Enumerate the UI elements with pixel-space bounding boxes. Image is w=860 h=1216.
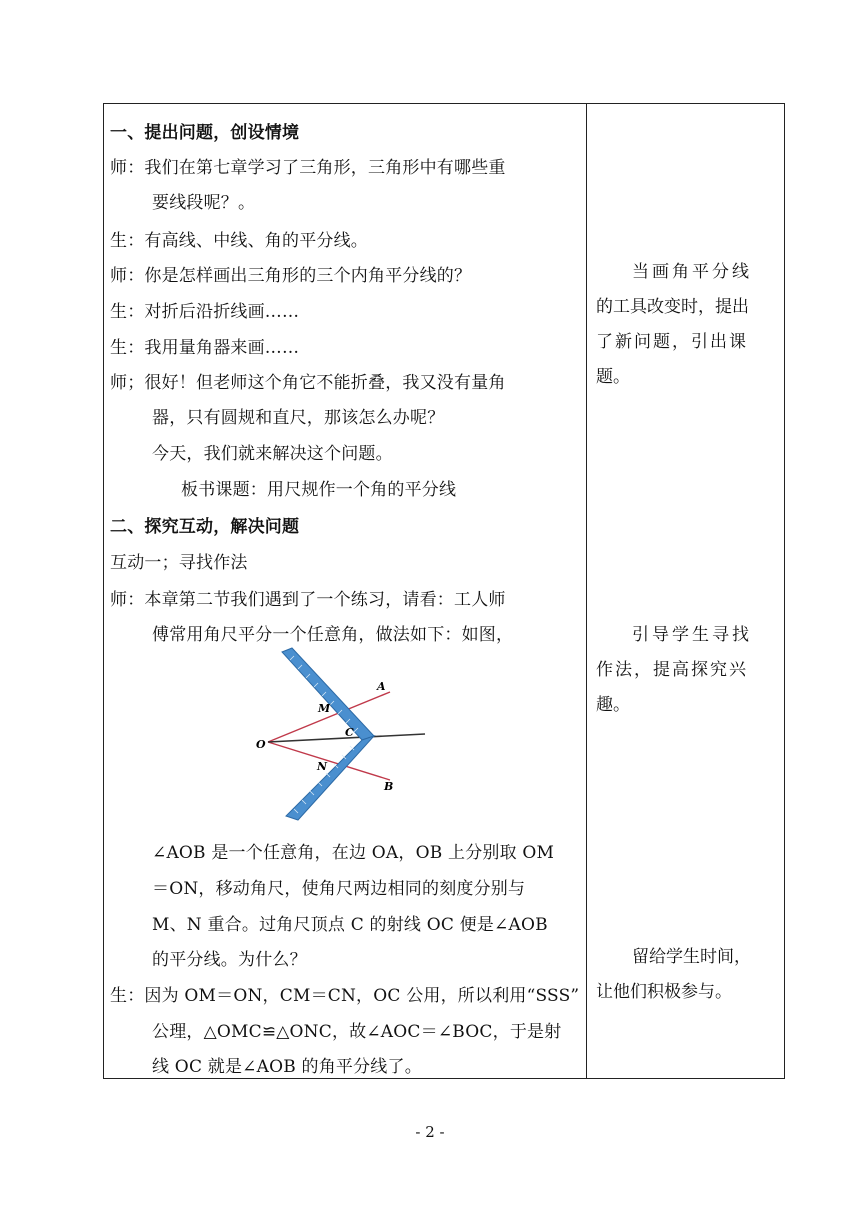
section-title-1: 一、提出问题，创设情境: [110, 123, 300, 143]
note-line: 当画角平分线: [632, 262, 752, 282]
label-a: A: [377, 680, 386, 693]
design-note-3: [596, 940, 776, 1010]
dialogue-line: ∠AOB 是一个任意角，在边 OA，OB 上分别取 OM: [152, 843, 555, 863]
board-title: 板书课题：用尺规作一个角的平分线: [181, 480, 457, 500]
dialogue-line: 师；很好！但老师这个角它不能折叠，我又没有量角: [110, 373, 506, 393]
dialogue-line: 线 OC 就是∠AOB 的角平分线了。: [152, 1057, 422, 1077]
angle-ruler-figure: [250, 644, 440, 826]
dialogue-line: 生：有高线、中线、角的平分线。: [110, 231, 368, 251]
note-line: 了新问题，引出课: [596, 332, 748, 352]
label-n: N: [317, 760, 328, 773]
section-title-2: 二、探究互动，解决问题: [110, 517, 300, 537]
ruler-upper-arm: [282, 648, 374, 740]
dialogue-line: 师：本章第二节我们遇到了一个练习，请看：工人师: [110, 590, 506, 610]
dialogue-line: 的平分线。为什么？: [152, 950, 307, 970]
design-note-1: [596, 255, 776, 395]
dialogue-line: 公理，△OMC≌△ONC，故∠AOC＝∠BOC，于是射: [152, 1022, 562, 1042]
design-note-2: [596, 618, 776, 723]
column-divider: [586, 103, 587, 1079]
note-line: 题。: [596, 367, 630, 387]
label-m: M: [318, 702, 331, 715]
dialogue-line: ＝ON，移动角尺，使角尺两边相同的刻度分别与: [152, 879, 526, 899]
label-b: B: [384, 780, 394, 793]
dialogue-line: 要线段呢？。: [152, 193, 256, 213]
dialogue-line: 师：你是怎样画出三角形的三个内角平分线的？: [110, 266, 472, 286]
note-line: 引导学生寻找: [632, 625, 752, 645]
dialogue-line: M、N 重合。过角尺顶点 C 的射线 OC 便是∠AOB: [152, 915, 548, 935]
page-number: - 2 -: [415, 1123, 445, 1141]
note-line: 的工具改变时，提出: [596, 297, 749, 317]
dialogue-line: 生：我用量角器来画……: [110, 338, 300, 358]
note-line: 留给学生时间，: [632, 947, 751, 967]
label-o: O: [256, 738, 266, 751]
note-line: 让他们积极参与。: [596, 982, 732, 1002]
dialogue-line: 器，只有圆规和直尺，那该怎么办呢？: [152, 408, 445, 428]
dialogue-line: 师：我们在第七章学习了三角形，三角形中有哪些重: [110, 158, 506, 178]
ruler-lower-arm: [286, 736, 374, 820]
activity-title: 互动一；寻找作法: [110, 553, 248, 573]
note-line: 作法，提高探究兴: [596, 660, 748, 680]
label-c: C: [345, 726, 354, 739]
dialogue-line: 傅常用角尺平分一个任意角，做法如下：如图，: [152, 625, 514, 645]
dialogue-line: 今天，我们就来解决这个问题。: [152, 444, 393, 464]
dialogue-line: 生：因为 OM＝ON，CM＝CN，OC 公用，所以利用“SSS”: [110, 986, 580, 1006]
dialogue-line: 生：对折后沿折线画……: [110, 302, 300, 322]
note-line: 趣。: [596, 695, 630, 715]
